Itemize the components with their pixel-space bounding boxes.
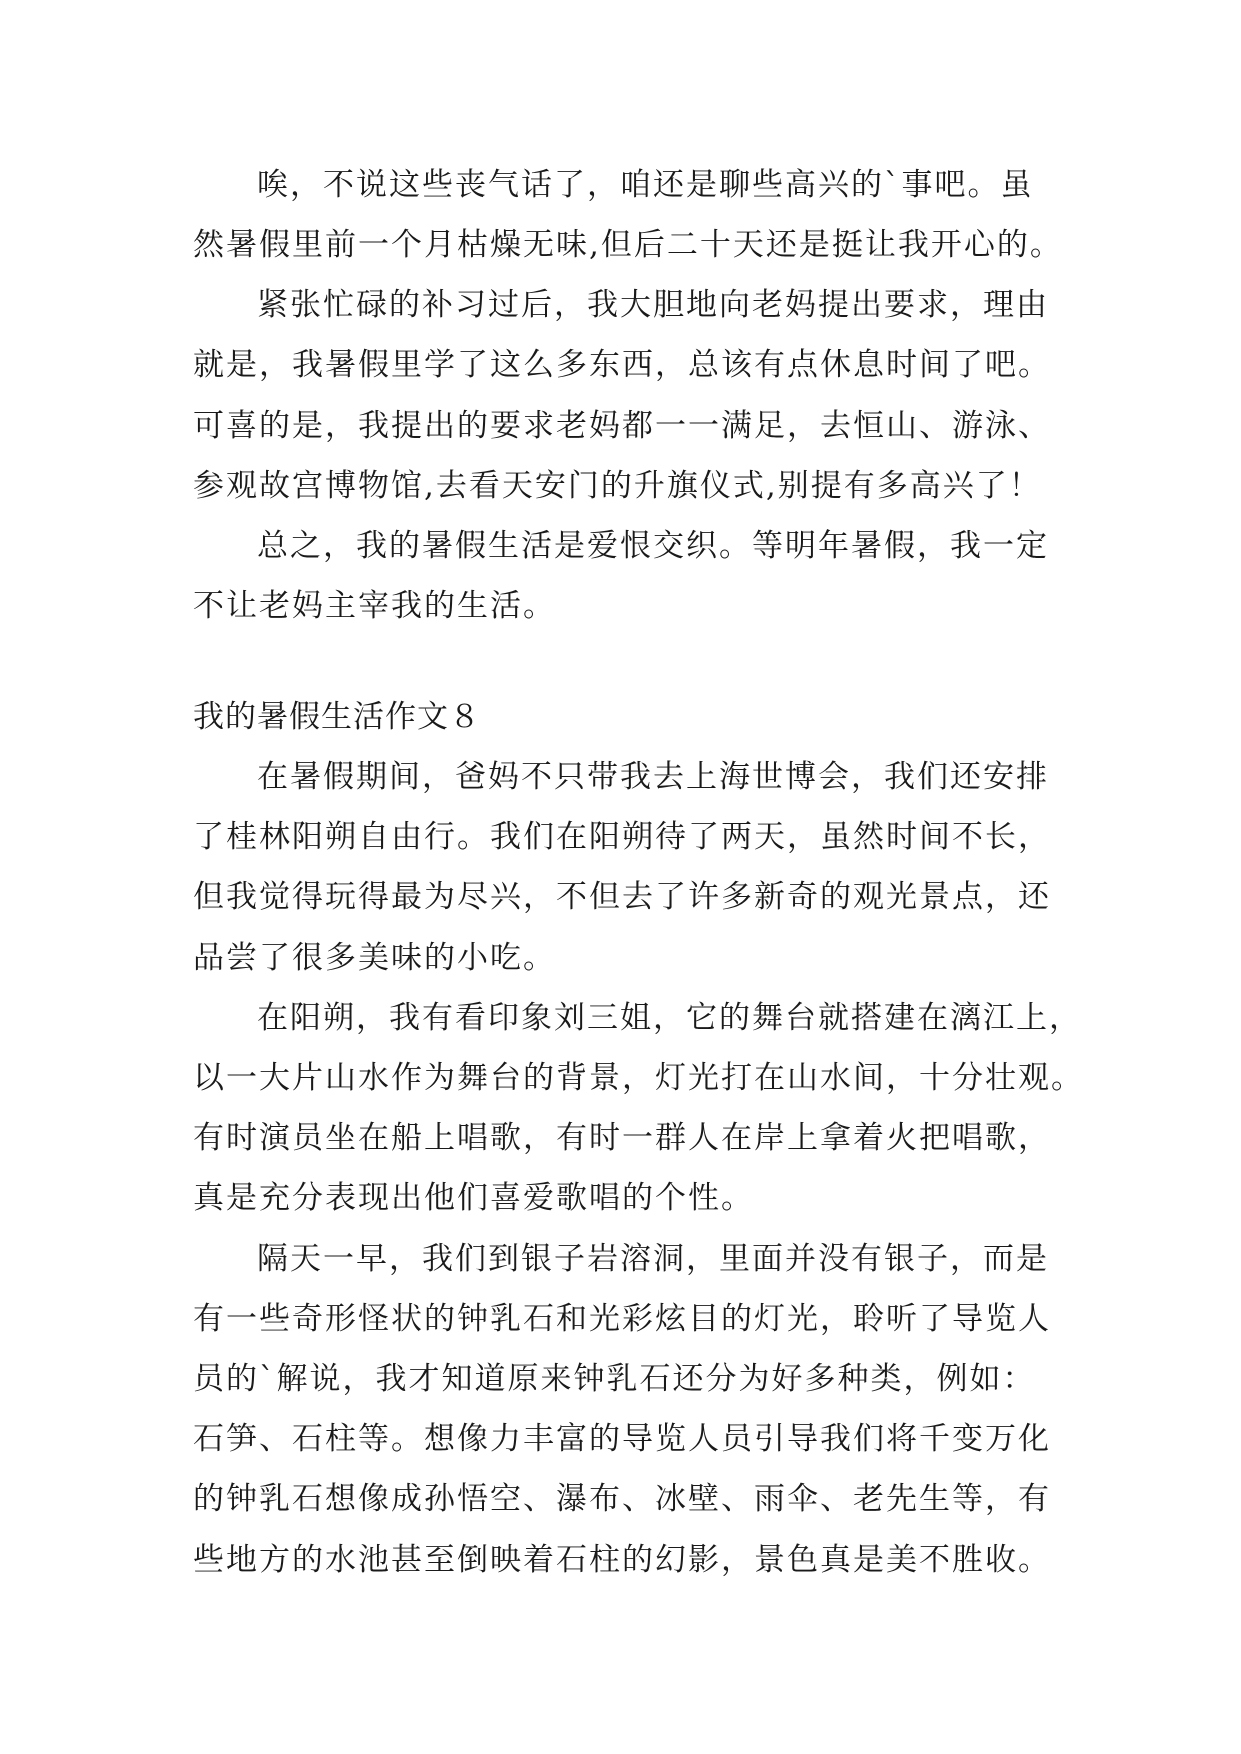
- paragraph-line: 总之，我的暑假生活是爱恨交织。等明年暑假，我一定: [257, 528, 1049, 564]
- paragraph-line: 在暑假期间，爸妈不只带我去上海世博会，我们还安排: [257, 759, 1049, 795]
- paragraph-line: 不让老妈主宰我的生活。: [193, 588, 556, 624]
- section-heading: 我的暑假生活作文８: [193, 699, 481, 735]
- paragraph-line: 在阳朔，我有看印象刘三姐，它的舞台就搭建在漓江上，: [257, 1000, 1082, 1036]
- paragraph-line: 参观故宫博物馆,去看天安门的升旗仪式,别提有多高兴了！: [193, 468, 1042, 504]
- paragraph-line: 有一些奇形怪状的钟乳石和光彩炫目的灯光，聆听了导览人: [193, 1301, 1051, 1337]
- paragraph-line: 以一大片山水作为舞台的背景，灯光打在山水间，十分壮观。: [193, 1060, 1084, 1096]
- paragraph-line: 的钟乳石想像成孙悟空、瀑布、冰壁、雨伞、老先生等，有: [193, 1481, 1051, 1517]
- paragraph-line: 品尝了很多美味的小吃。: [193, 940, 556, 976]
- paragraph-line: 然暑假里前一个月枯燥无味,但后二十天还是挺让我开心的。: [193, 227, 1063, 263]
- paragraph-line: 员的`解说，我才知道原来钟乳石还分为好多种类，例如：: [193, 1361, 1036, 1397]
- paragraph-line: 可喜的是，我提出的要求老妈都一一满足，去恒山、游泳、: [193, 408, 1051, 444]
- paragraph-line: 石笋、石柱等。想像力丰富的导览人员引导我们将千变万化: [193, 1421, 1051, 1457]
- paragraph-line: 但我觉得玩得最为尽兴，不但去了许多新奇的观光景点，还: [193, 879, 1051, 915]
- paragraph-line: 唉，不说这些丧气话了，咱还是聊些高兴的`事吧。虽: [257, 167, 1034, 203]
- paragraph-line: 些地方的水池甚至倒映着石柱的幻影，景色真是美不胜收。: [193, 1542, 1051, 1578]
- paragraph-line: 就是，我暑假里学了这么多东西，总该有点休息时间了吧。: [193, 347, 1051, 383]
- paragraph-line: 真是充分表现出他们喜爱歌唱的个性。: [193, 1180, 754, 1216]
- paragraph-line: 紧张忙碌的补习过后，我大胆地向老妈提出要求，理由: [257, 287, 1049, 323]
- paragraph-line: 了桂林阳朔自由行。我们在阳朔待了两天，虽然时间不长，: [193, 819, 1051, 855]
- paragraph-line: 有时演员坐在船上唱歌，有时一群人在岸上拿着火把唱歌，: [193, 1120, 1051, 1156]
- paragraph-line: 隔天一早，我们到银子岩溶洞，里面并没有银子，而是: [257, 1241, 1049, 1277]
